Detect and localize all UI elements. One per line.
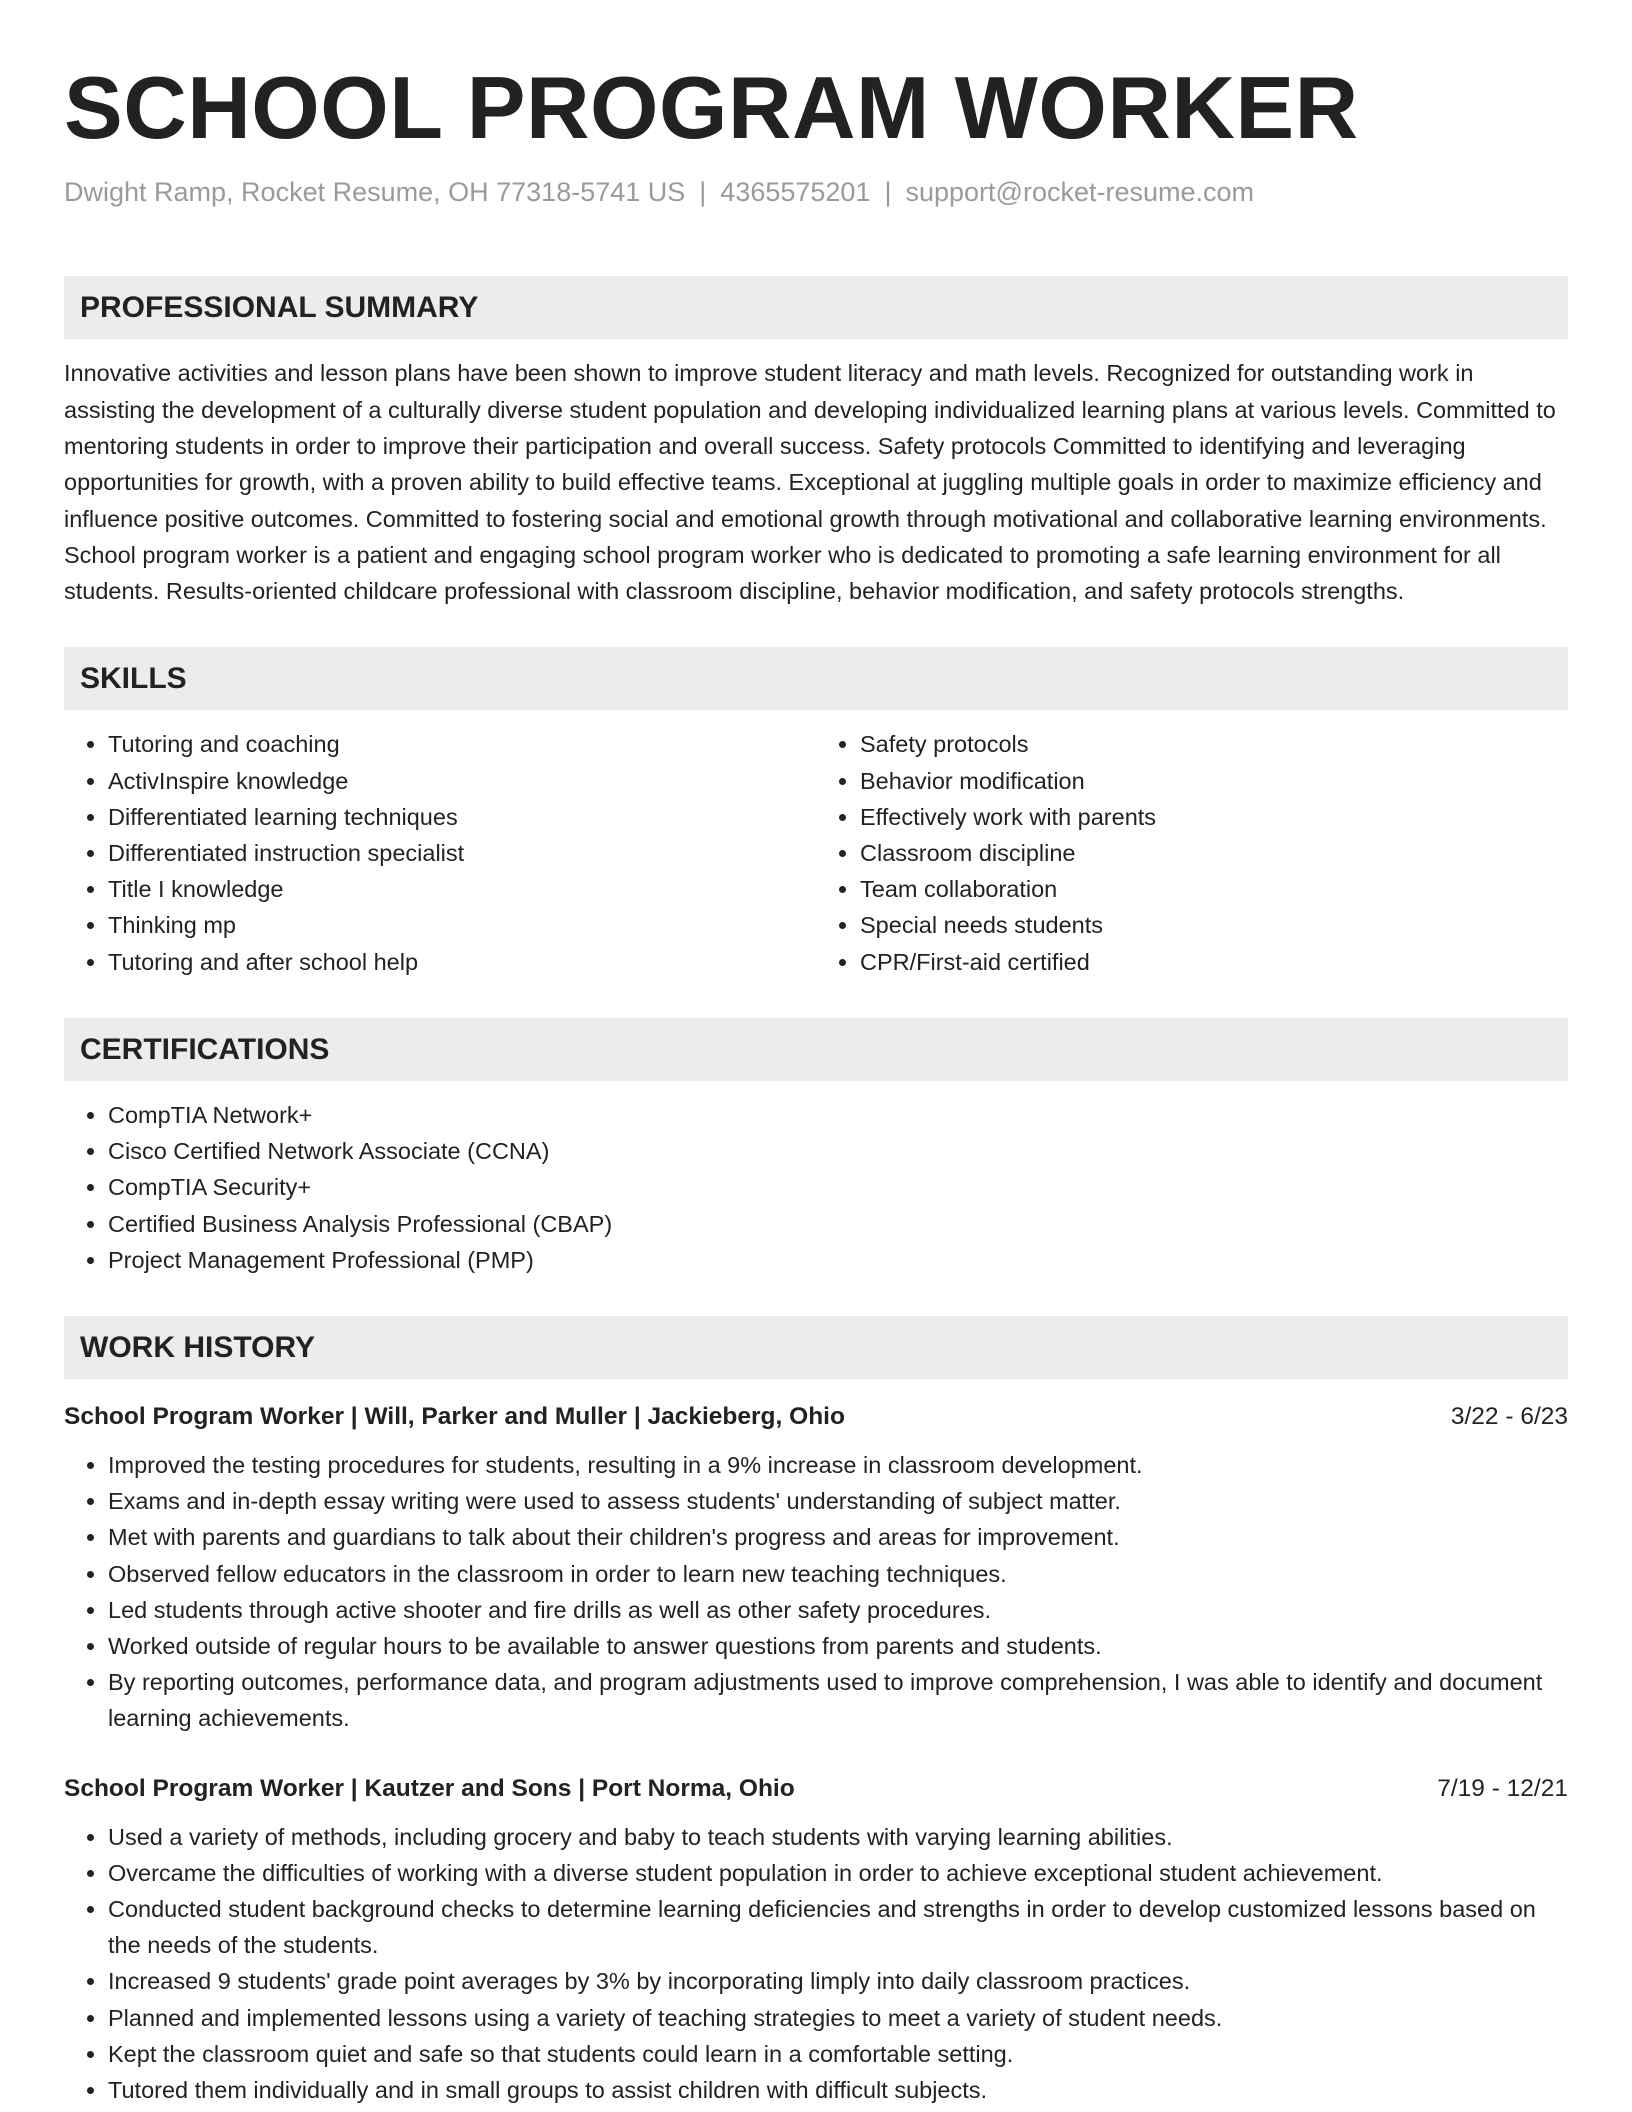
contact-line [64,176,1568,208]
job-bullet: • Kept the classroom quiet and safe so that students could learn in a comfortable setting. [108,2036,1568,2072]
job-bullet: • Worked outside of regular hours to be available to answer questions from parents and students. [108,1628,1568,1664]
certification-item: • CompTIA Network+ [108,1097,1568,1133]
skill-item: • Safety protocols [860,726,1568,762]
candidate-name: SCHOOL PROGRAM WORKER [64,58,1359,157]
skill-item: • Title I knowledge [108,871,816,907]
job-bullets [64,1447,1568,1737]
job-bullet: • Tutored them individually and in small groups to assist children with difficult subjects. [108,2072,1568,2108]
certification-item: • CompTIA Security+ [108,1169,1568,1205]
skill-item: • Tutoring and coaching [108,726,816,762]
contact-email: support@rocket-resume.com [905,177,1255,207]
certification-item: • Project Management Professional (PMP) [108,1242,1568,1278]
work-history-heading: WORK HISTORY [64,1316,1568,1379]
skill-item: • Effectively work with parents [860,799,1568,835]
contact-address: Dwight Ramp, Rocket Resume, OH 77318-5741 US [64,177,686,207]
job-header [64,1401,1568,1433]
skill-item: • Thinking mp [108,907,816,943]
skill-item: • Differentiated learning techniques [108,799,816,835]
skill-item: • Classroom discipline [860,835,1568,871]
certifications-list [64,1097,1568,1278]
skill-item: • Differentiated instruction specialist [108,835,816,871]
skill-item: • ActivInspire knowledge [108,763,816,799]
contact-phone: 4365575201 [720,177,871,207]
job-header [64,1773,1568,1805]
job-bullet: • Improved the testing procedures for students, resulting in a 9% increase in classroom development. [108,1447,1568,1483]
job-bullet: • Planned and implemented lessons using a variety of teaching strategies to meet a variety of student needs. [108,2000,1568,2036]
certifications-heading: CERTIFICATIONS [64,1018,1568,1081]
skill-item: • Behavior modification [860,763,1568,799]
job-bullet: • Exams and in-depth essay writing were used to assess students' understanding of subject matter. [108,1483,1568,1519]
summary-text: Innovative activities and lesson plans have been shown to improve student literacy and math levels. Recognized for outstanding work in assisting the development of a culturally diverse student population and developing individualized learning plans at various levels. Committed to mentoring students in order to improve their participation and overall success. Safety protocols Committed to identifying and leveraging opportunities for growth, with a proven ability to build effective teams. Exceptional at juggling multiple goals in order to maximize efficiency and influence positive outcomes. Committed to fostering social and emotional growth through motivational and collaborative learning environments. School program worker is a patient and engaging school program worker who is dedicated to promoting a safe learning environment for all students. Results-oriented childcare professional with classroom discipline, behavior modification, and safety protocols strengths. [64,360,1556,605]
job-bullet: • Met with parents and guardians to talk about their children's progress and areas for improvement. [108,1519,1568,1555]
skill-item: • CPR/First-aid certified [860,944,1568,980]
contact-separator: | [884,177,892,207]
skills-list-left [64,726,816,979]
job-title: School Program Worker | Will, Parker and Muller | Jackieberg, Ohio [64,1402,845,1430]
job-bullets [64,1819,1568,2109]
skills-heading: SKILLS [64,647,1568,710]
certification-item: • Certified Business Analysis Professional (CBAP) [108,1206,1568,1242]
job-bullet: • Used a variety of methods, including grocery and baby to teach students with varying learning abilities. [108,1819,1568,1855]
job-title: School Program Worker | Kautzer and Sons | Port Norma, Ohio [64,1774,795,1802]
job-bullet: • Conducted student background checks to determine learning deficiencies and strengths in order to develop customized lessons based on the needs of the students. [108,1891,1568,1963]
job-dates: 7/19 - 12/21 [1437,1774,1568,1802]
job-bullet: • Overcame the difficulties of working with a diverse student population in order to achieve exceptional student achievement. [108,1855,1568,1891]
skills-columns [64,710,1568,979]
summary-heading: PROFESSIONAL SUMMARY [64,276,1568,339]
job-bullet: • Led students through active shooter and fire drills as well as other safety procedures. [108,1592,1568,1628]
job-bullet: • Observed fellow educators in the classroom in order to learn new teaching techniques. [108,1556,1568,1592]
certification-item: • Cisco Certified Network Associate (CCNA) [108,1133,1568,1169]
skills-list-right [816,726,1568,979]
job-bullet: • Increased 9 students' grade point averages by 3% by incorporating limply into daily classroom practices. [108,1963,1568,1999]
skill-item: • Special needs students [860,907,1568,943]
skill-item: • Team collaboration [860,871,1568,907]
job-bullet: • By reporting outcomes, performance data, and program adjustments used to improve comprehension, I was able to identify and document learning achievements. [108,1664,1568,1736]
skill-item: • Tutoring and after school help [108,944,816,980]
job-dates: 3/22 - 6/23 [1450,1402,1568,1430]
contact-separator: | [699,177,707,207]
